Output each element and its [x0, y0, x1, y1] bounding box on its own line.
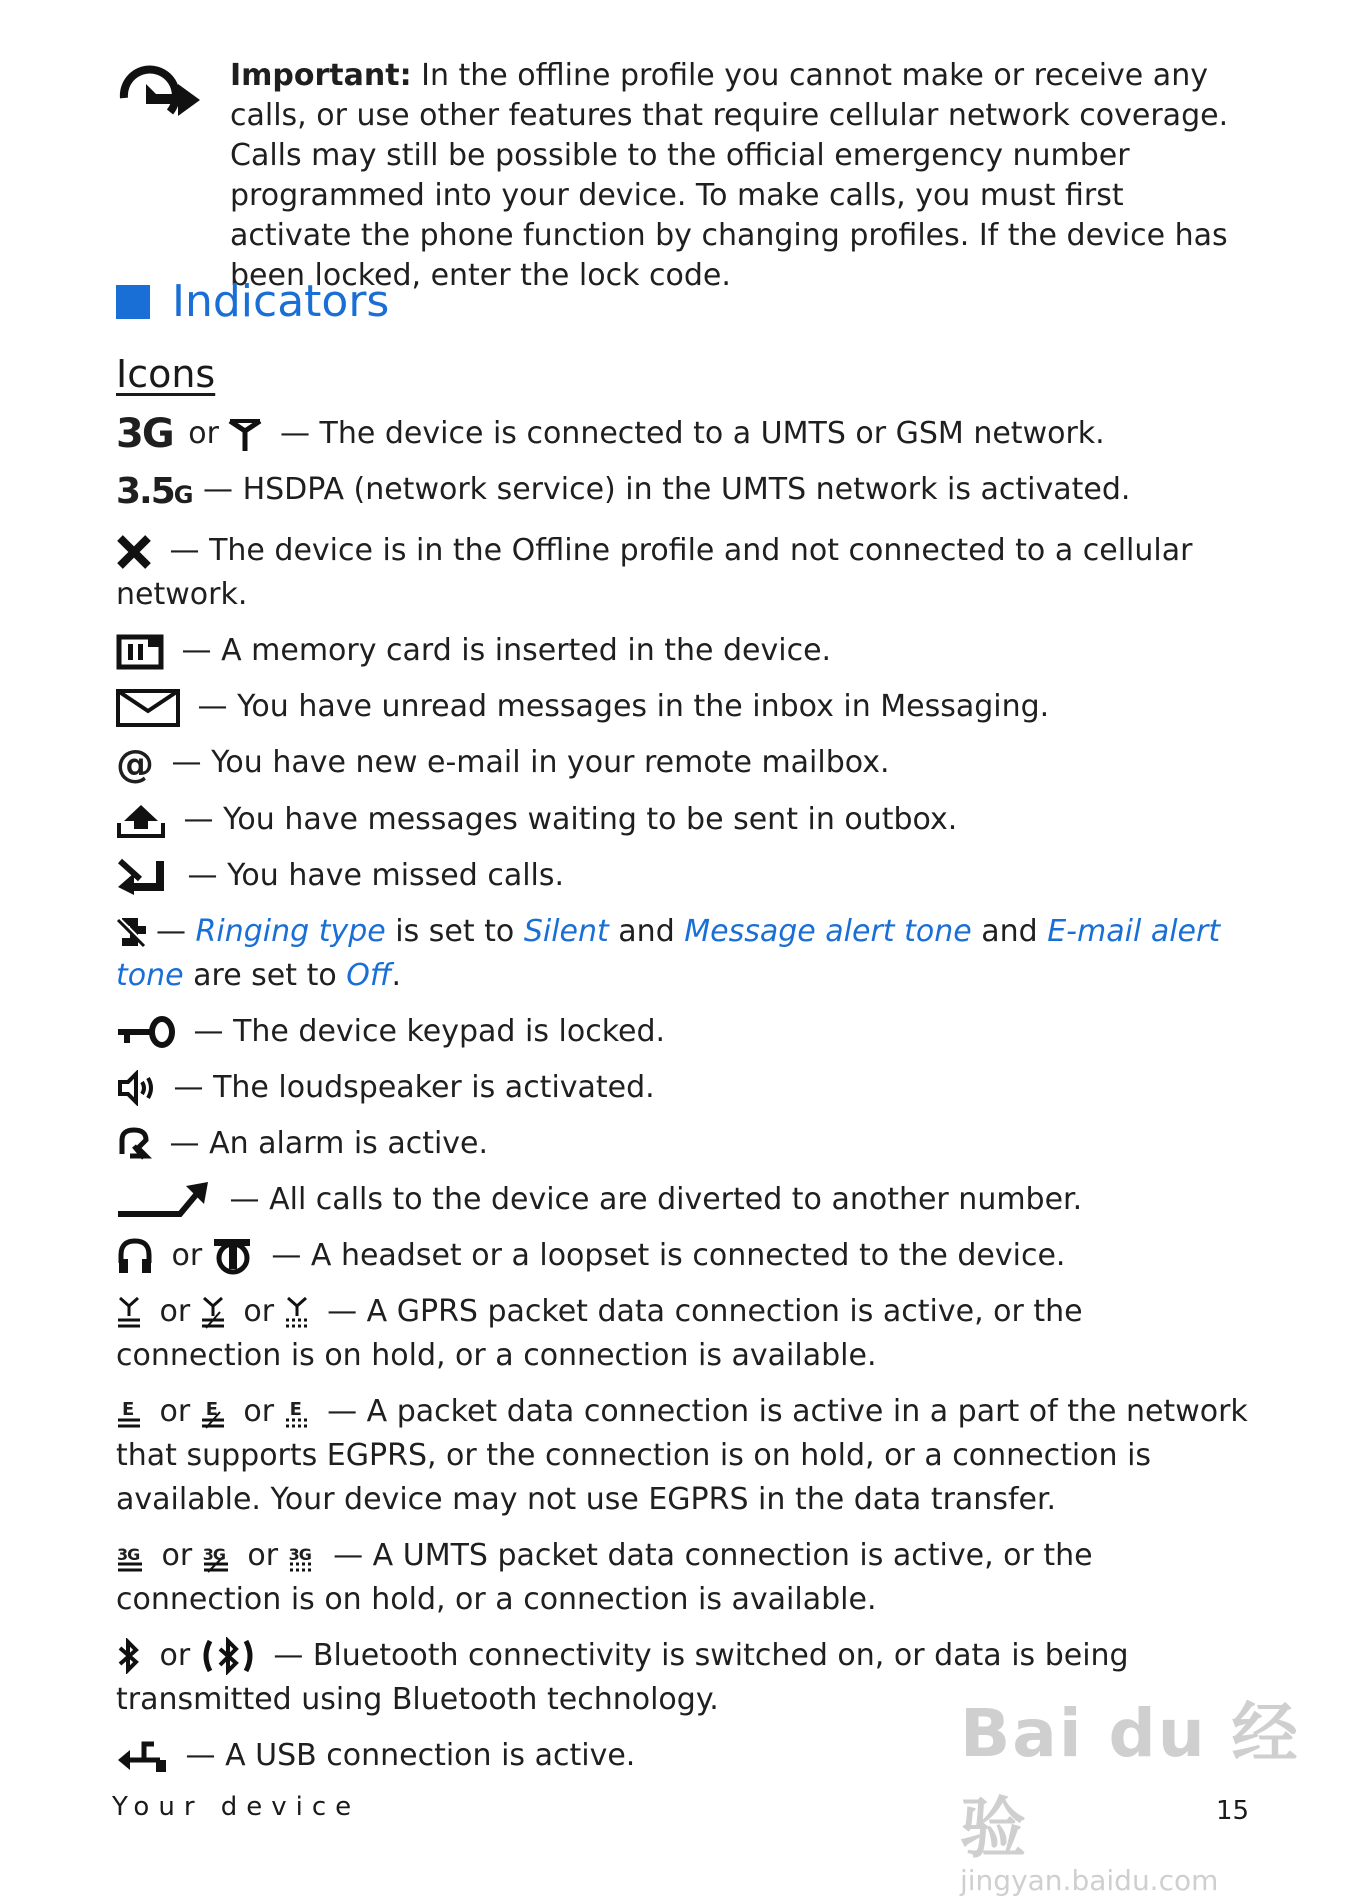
item-text: — All calls to the device are diverted to another number. — [229, 1181, 1083, 1217]
silent-term: Silent — [523, 913, 609, 949]
item-text: — A headset or a loopset is connected to the device. — [271, 1237, 1066, 1273]
list-item — [116, 1066, 1256, 1110]
memory-card-icon — [116, 634, 164, 670]
list-item — [116, 629, 1256, 673]
egprs-available-icon: E — [284, 1394, 310, 1430]
offline-cross-icon — [116, 534, 152, 570]
list-item — [116, 741, 1256, 786]
item-text: — A GPRS packet data connection is active, or the connection is on hold, or a connection is available. — [116, 1293, 1083, 1373]
page-number: 15 — [1216, 1796, 1250, 1826]
list-item — [116, 1178, 1256, 1222]
keypad-lock-key-icon — [116, 1014, 176, 1050]
important-body: In the offline profile you cannot make or receive any calls, or use other features that require cellular network coverage. Calls may still be possible to the official emergency number programmed into your device. To make calls, you must first activate the phone function by changing profiles. If the device has been locked, enter the lock code. — [230, 58, 1229, 293]
item-text: — A memory card is inserted in the device. — [181, 633, 832, 668]
item-text: — HSDPA (network service) in the UMTS network is activated. — [203, 472, 1131, 507]
list-item — [116, 798, 1256, 842]
important-hand-icon — [116, 64, 206, 128]
message-alert-tone-term: Message alert tone — [684, 913, 972, 949]
list-item: — Ringing type is set to Silent and Message alert tone and E-mail alert tone are set to Off. — [116, 913, 1221, 993]
or-text: or — [243, 1393, 275, 1429]
section-heading — [116, 276, 389, 327]
envelope-icon — [116, 689, 180, 727]
item-text: — You have new e-mail in your remote mailbox. — [171, 745, 890, 780]
umts-hold-icon: 3G — [202, 1538, 230, 1574]
subsection-heading: Icons — [116, 352, 216, 396]
loudspeaker-icon — [116, 1070, 156, 1106]
3g-network-icon: 3G — [116, 411, 173, 457]
bluetooth-transmitting-icon — [200, 1637, 256, 1675]
3-5g-network-icon: 3.5G — [116, 471, 192, 512]
ringing-type-term: Ringing type — [195, 913, 386, 949]
item-text: — You have missed calls. — [187, 857, 565, 893]
loopset-icon — [212, 1237, 254, 1275]
or-text: or — [159, 1293, 191, 1329]
heading-square-icon — [116, 285, 150, 319]
egprs-active-icon: E — [116, 1394, 142, 1430]
item-text: — The device is connected to a UMTS or GSM network. — [280, 416, 1105, 451]
watermark-brand: Bai du 经验 — [960, 1695, 1300, 1867]
email-alert-tone-term: E-mail alert tone — [116, 913, 1221, 993]
list-item — [116, 685, 1256, 729]
indicator-list — [116, 412, 1256, 1790]
gprs-active-icon — [116, 1294, 142, 1330]
important-label: Important: — [230, 58, 412, 93]
item-text: — An alarm is active. — [169, 1125, 489, 1161]
list-item — [116, 1290, 1256, 1378]
umts-active-icon: 3G — [116, 1538, 144, 1574]
important-note-text — [230, 56, 1240, 296]
list-item — [116, 1010, 1256, 1054]
or-text: or — [159, 1393, 191, 1429]
item-text: — You have messages waiting to be sent in outbox. — [183, 801, 958, 837]
baidu-watermark — [960, 1680, 1360, 1897]
usb-connection-icon — [116, 1738, 168, 1774]
list-item — [116, 1390, 1256, 1522]
section-title: Indicators — [172, 276, 390, 327]
alarm-bell-icon — [116, 1126, 152, 1162]
or-text: or — [161, 1537, 193, 1573]
list-item — [116, 1122, 1256, 1166]
list-item — [116, 468, 1256, 517]
item-text: — A UMTS packet data connection is active, or the connection is on hold, or a connection is available. — [116, 1537, 1093, 1617]
item-text: — Bluetooth connectivity is switched on, or data is being transmitted using Bluetooth technology. — [116, 1637, 1129, 1717]
gsm-antenna-icon — [228, 417, 262, 453]
item-text: — A USB connection is active. — [185, 1737, 636, 1773]
outbox-icon — [116, 801, 166, 839]
list-item — [116, 1234, 1256, 1278]
or-text: or — [243, 1293, 275, 1329]
watermark-url: jingyan.baidu.com — [960, 1864, 1219, 1897]
item-text: — You have unread messages in the inbox in Messaging. — [197, 689, 1050, 724]
item-text: — A packet data connection is active in a part of the network that supports EGPRS, or the connection is on hold, or a connection is available. Your device may not use EGPRS in the data transfer. — [116, 1393, 1248, 1517]
list-item — [116, 412, 1256, 456]
gprs-hold-icon — [200, 1294, 226, 1330]
or-text: or — [159, 1637, 191, 1673]
missed-call-icon — [116, 857, 170, 895]
call-divert-arrow-icon — [116, 1180, 212, 1220]
umts-available-icon: 3G — [288, 1538, 316, 1574]
item-text: — The device keypad is locked. — [193, 1013, 666, 1049]
headset-icon — [116, 1237, 154, 1275]
footer-section-label: Your device — [112, 1792, 361, 1822]
at-sign-icon: @ — [116, 741, 154, 786]
list-item — [116, 529, 1256, 617]
list-item — [116, 854, 1256, 898]
egprs-hold-icon: E — [200, 1394, 226, 1430]
gprs-available-icon — [284, 1294, 310, 1330]
list-item — [116, 1534, 1256, 1622]
off-term: Off — [346, 957, 392, 993]
item-text: — The loudspeaker is activated. — [173, 1069, 655, 1105]
silent-ringing-icon — [116, 916, 148, 948]
or-text: or — [188, 416, 219, 451]
bluetooth-icon — [116, 1638, 142, 1674]
or-text: or — [247, 1537, 279, 1573]
or-text: or — [171, 1237, 203, 1273]
item-text: — The device is in the Offline profile and not connected to a cellular network. — [116, 533, 1193, 612]
